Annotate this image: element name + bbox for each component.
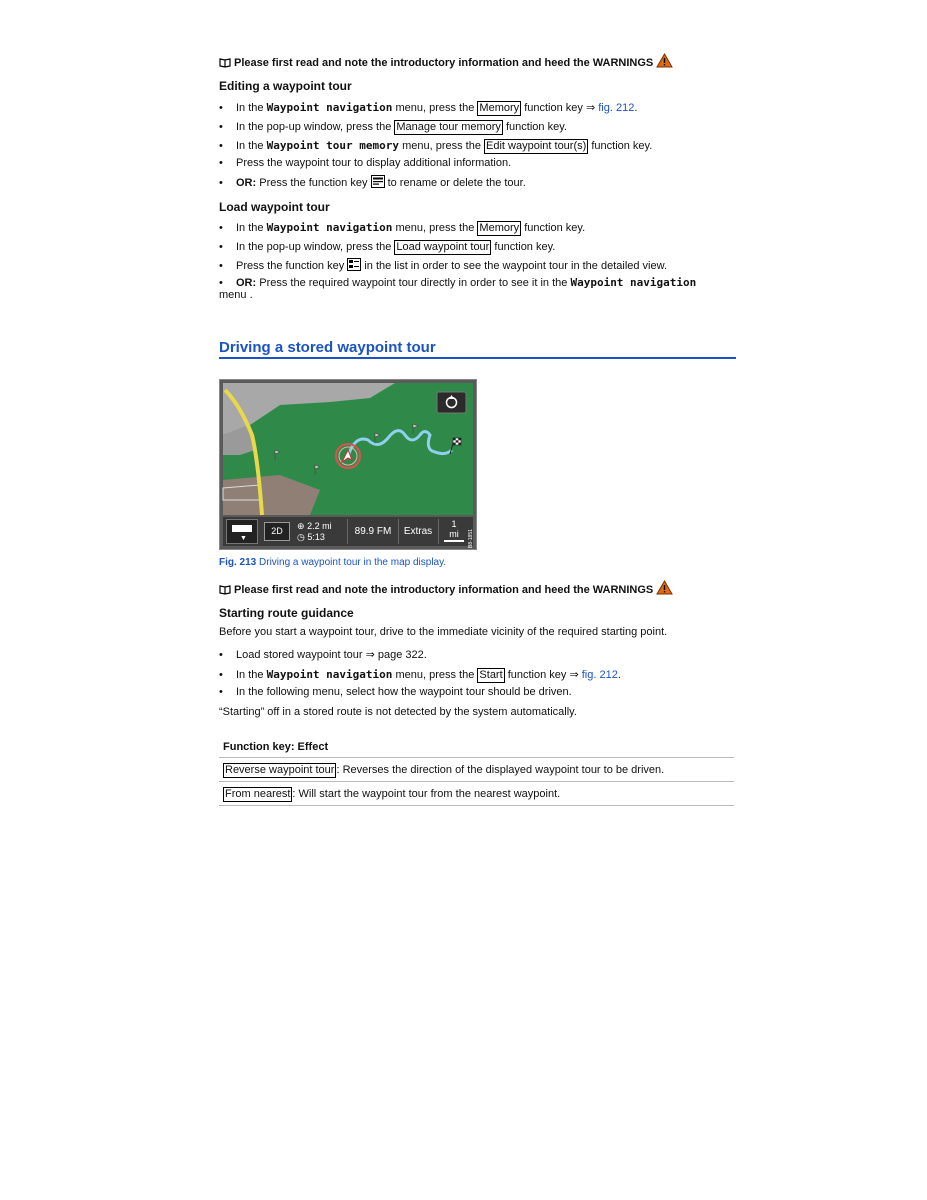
list-item: • OR: Press the function key to rename or delete the tour. [219,177,526,189]
fig-212-link[interactable]: fig. 212 [581,669,618,681]
list-item: • In the following menu, select how the waypoint tour should be driven. [219,686,572,698]
table-row: From nearest : Will start the waypoint tour from the nearest waypoint. [225,788,561,800]
list-item: • In the pop-up window, press the Manage tour memory function key. [219,121,567,133]
section-title: Driving a stored waypoint tour [219,339,736,359]
manage-tour-memory-key: Manage tour memory [396,121,501,133]
list-item: • In the pop-up window, press the Load waypoint tour function key. [219,241,556,253]
detail-view-icon [347,258,361,271]
view-mode-button[interactable]: 2D [264,522,290,541]
table-divider [219,805,734,806]
time-remaining: 5:13 [307,532,325,542]
memory-key: Memory [479,222,520,234]
starting-note: “Starting” off in a stored route is not detected by the system automatically. [219,706,577,718]
compass-button[interactable] [437,392,466,413]
figure-code: B8-1851 [468,529,474,548]
list-item: • In the Waypoint navigation menu, press the Memory function key. [219,221,586,234]
warning-icon [656,53,673,68]
list-item: • OR: Press the required waypoint tour directly in order to see it in the Waypoint navigation [219,276,697,289]
edit-icon [371,175,385,188]
table-divider [219,781,734,782]
edit-waypoint-tours-key: Edit waypoint tour(s) [486,140,587,152]
table-divider [219,757,734,758]
warning-icon [656,580,673,595]
intro-note [219,55,673,70]
extras-button[interactable]: Extras [398,519,437,544]
memory-key: Memory [479,102,520,114]
figure-caption: Fig. 213 Driving a waypoint tour in the map display. [219,557,447,568]
load-heading: Load waypoint tour [219,200,330,214]
from-nearest-key: From nearest [225,788,291,800]
list-item: • Press the function key in the list in order to see the waypoint tour in the detailed view. [219,260,668,272]
distance-remaining: 2.2 mi [307,521,332,531]
radio-button[interactable]: 89.9 FM [347,519,398,544]
editing-heading: Editing a waypoint tour [219,79,352,93]
intro-note [219,582,673,597]
list-item: • In the Waypoint navigation menu, press the Memory function key ⇒ fig. 212. [219,101,638,114]
destination-icon: ⊕ [297,521,305,531]
list-item-continuation: menu . [219,289,253,301]
intro-text: Please first read and note the introductory information and heed the WARNINGS [234,583,654,596]
start-key: Start [479,669,503,681]
fig-212-link[interactable]: fig. 212 [598,102,635,114]
book-icon [219,58,231,68]
scale-button[interactable]: 1 mi [438,519,469,544]
load-waypoint-tour-key: Load waypoint tour [396,241,490,253]
map-display-figure [219,379,477,550]
list-item: • Press the waypoint tour to display additional information. [219,157,512,169]
route-info [297,521,332,543]
table-header: Function key: Effect [223,741,329,753]
list-item: • In the Waypoint tour memory menu, press the Edit waypoint tour(s) function key. [219,139,653,152]
book-icon [219,585,231,595]
table-row: Reverse waypoint tour : Reverses the direction of the displayed waypoint tour to be driven. [225,764,665,776]
starting-heading: Starting route guidance [219,606,354,620]
clock-icon: ◷ [297,532,305,542]
starting-intro: Before you start a waypoint tour, drive to the immediate vicinity of the required starting point. [219,626,668,638]
intro-text: Please first read and note the introductory information and heed the WARNINGS [234,56,654,69]
menu-button[interactable] [226,519,258,544]
list-item: • Load stored waypoint tour ⇒ page 322. [219,649,427,661]
reverse-waypoint-tour-key: Reverse waypoint tour [225,764,335,776]
list-item: • In the Waypoint navigation menu, press the Start function key ⇒ fig. 212. [219,668,621,681]
chevron-down-icon: ▼ [240,535,247,542]
